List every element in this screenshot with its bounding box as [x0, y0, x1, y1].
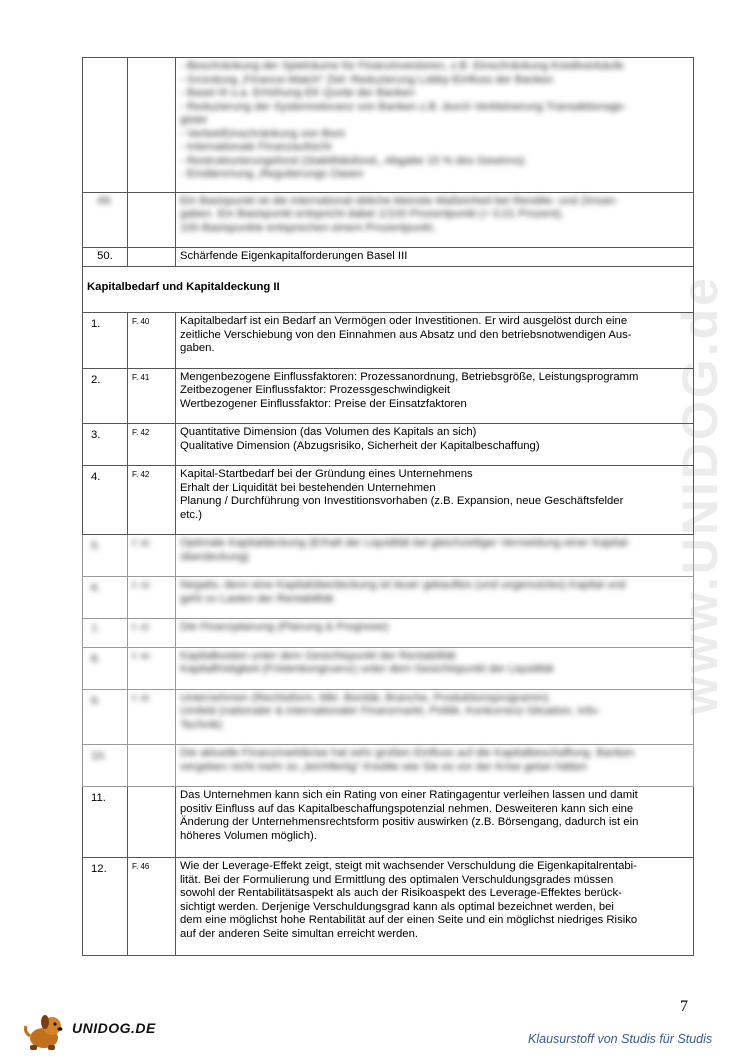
- row-number: 50.: [83, 248, 128, 267]
- table-row: [83, 466, 694, 535]
- row-number: 3.: [83, 424, 128, 466]
- row-ref: F. 45: [128, 689, 176, 745]
- row-ref: [128, 787, 176, 858]
- row-ref: [128, 745, 176, 787]
- row-text: Das Unternehmen kann sich ein Rating von einer Ratingagentur verleihen lassen und damit positiv Einfluss auf das Kapitalbeschaffungspotenzial nehmen. Desweiteren kann sich eine Änderung der Unternehmensrechtsform positiv auswirken (z.B. Börsengang, dadurch ist ein höheres Volumen möglich).: [176, 787, 694, 858]
- row-text: Kapitalkosten unter dem Gesichtspunkt der Rentabilität Kapitalfristigkeit (Fristenkongruenz) unter dem Gesichtspunkt der Liquidität: [176, 647, 694, 689]
- row-ref: F. 44: [128, 647, 176, 689]
- row-number: 49.: [83, 192, 128, 248]
- row-text: Kapital-Startbedarf bei der Gründung eines Unternehmens Erhalt der Liquidität bei bestehenden Unternehmen Planung / Durchführung von Investitionsvorhaben (z.B. Expansion, neue Geschäftsfelder etc.): [176, 466, 694, 535]
- row-number: 10.: [83, 745, 128, 787]
- table-row: [83, 858, 694, 956]
- watermark-text: www.UNIDOG.de: [672, 275, 729, 715]
- table-row: [83, 689, 694, 745]
- row-text: Die aktuelle Finanzmarktkrise hat sehr großen Einfluss auf die Kapitalbeschaffung. Banken vergeben nicht mehr so „leichtfertig“ Kredite wie Sie es vor der Krise getan hätten: [176, 745, 694, 787]
- table-row: [83, 368, 694, 424]
- row-ref: F. 41: [128, 368, 176, 424]
- row-number: 8.: [83, 647, 128, 689]
- row-ref: F. 42: [128, 424, 176, 466]
- table-row: [83, 619, 694, 648]
- row-number: 9.: [83, 689, 128, 745]
- table-row: [83, 424, 694, 466]
- row-ref: F. 43: [128, 577, 176, 619]
- row-text: Schärfende Eigenkapitalforderungen Basel III: [176, 248, 694, 267]
- row-ref: [128, 192, 176, 248]
- row-number: [83, 58, 128, 193]
- section-heading-row: [83, 266, 694, 313]
- row-text: Ein Basispunkt ist die international übliche kleinste Maßeinheit bei Rendite- und Zinsan- gaben. Ein Basispunkt entspricht dabei 1/100 Prozentpunkt (= 0,01 Prozent). 100 Basispunkte entsprechen einem Prozentpunkt.: [176, 192, 694, 248]
- row-ref: F. 46: [128, 858, 176, 956]
- row-text: Die Finanzplanung (Planung & Prognose): [176, 619, 694, 648]
- row-text: Wie der Leverage-Effekt zeigt, steigt mit wachsender Verschuldung die Eigenkapitalrentabi- lität. Bei der Formulierung und Ermittlung des optimalen Verschuldungsgrades müssen sowohl der Rentabilitätsaspekt als auch der Risikoaspekt des Leverage-Effektes berück- sichtigt werden. Derjenige Verschuldungsgrad kann als optimal bezeichnet werden, bei dem eine möglichst hohe Rentabilität auf der einen Seite und ein möglichst niedriges Risiko auf der anderen Seite simultan erreicht werden.: [176, 858, 694, 956]
- row-ref: F. 42: [128, 619, 176, 648]
- row-ref: F. 40: [128, 535, 176, 577]
- row-ref: F. 42: [128, 466, 176, 535]
- row-number: 11.: [83, 787, 128, 858]
- row-number: 2.: [83, 368, 128, 424]
- row-ref: F. 40: [128, 313, 176, 369]
- row-text: - Beschränkung der Spielräume für Finanzinvestoren, z.B. Einschränkung Kreditverkäufe - Gründung „Finance-Watch“ Ziel: Reduzierung Lobby-Einfluss der Banken - Basel III u.a. Erhöhung EK Quote der Banken - Reduzierung der Systemrelevanz von Banken z.B. durch Verkleinerung Transaktionsge- gister - Verbot/Einschränkung von Boni - Internationale Finanzaufsicht - Restrukturierungsfond (Stabilitätsfond,, Abgabe 15 % des Gewinns) - Eindämmung „Regulierungs Oasen: [176, 58, 694, 193]
- page-number: 7: [680, 998, 688, 1015]
- table-row: [83, 647, 694, 689]
- table-row: [83, 535, 694, 577]
- dog-mascot-icon: [22, 1012, 70, 1052]
- row-ref: [128, 58, 176, 193]
- section-title: Kapitalbedarf und Kapitaldeckung II: [83, 266, 694, 313]
- table-row: [83, 313, 694, 369]
- row-text: Kapitalbedarf ist ein Bedarf an Vermögen oder Investitionen. Er wird ausgelöst durch eine zeitliche Verschiebung von den Einnahmen aus Absatz und den betriebsnotwendigen Aus- gaben.: [176, 313, 694, 369]
- row-number: 4.: [83, 466, 128, 535]
- row-text: Mengenbezogene Einflussfaktoren: Prozessanordnung, Betriebsgröße, Leistungsprogramm Zeitbezogener Einflussfaktor: Prozessgeschwindigkeit Wertbezogener Einflussfaktor: Preise der Einsatzfaktoren: [176, 368, 694, 424]
- table-row-blurred-basispunkt: [83, 192, 694, 248]
- table-row: [83, 745, 694, 787]
- table-row: [83, 577, 694, 619]
- table-row-50: [83, 248, 694, 267]
- row-ref: [128, 248, 176, 267]
- row-number: 1.: [83, 313, 128, 369]
- row-text: Optimale Kapitaldeckung (Erhalt der Liquidität bei gleichzeitiger Vermeidung einer Kapital- überdeckung): [176, 535, 694, 577]
- logo-text: UNIDOG.DE: [72, 1020, 156, 1036]
- row-text: Negativ, denn eine Kapitalüberdeckung ist teuer gekauftes (und ungenutztes) Kapital und geht zu Lasten der Rentabilität: [176, 577, 694, 619]
- row-text: Quantitative Dimension (das Volumen des Kapitals an sich) Qualitative Dimension (Abzugsrisiko, Sicherheit der Kapitalbeschaffung): [176, 424, 694, 466]
- row-number: 5.: [83, 535, 128, 577]
- footer-tagline: Klausurstoff von Studis für Studis: [528, 1032, 713, 1046]
- row-number: 7.: [83, 619, 128, 648]
- unidog-logo: [22, 1012, 156, 1052]
- answer-table: [82, 57, 694, 956]
- row-text: Unternehmen (Rechtsform, Mkt. Bonität, Branche, Produktionsprogramm) Umfeld (nationaler & internationaler Finanzmarkt, Politik, Konkurrenz-Situation, Info- Technik): [176, 689, 694, 745]
- row-number: 6.: [83, 577, 128, 619]
- table-row: [83, 787, 694, 858]
- row-number: 12.: [83, 858, 128, 956]
- table-row-blurred-measures: [83, 58, 694, 193]
